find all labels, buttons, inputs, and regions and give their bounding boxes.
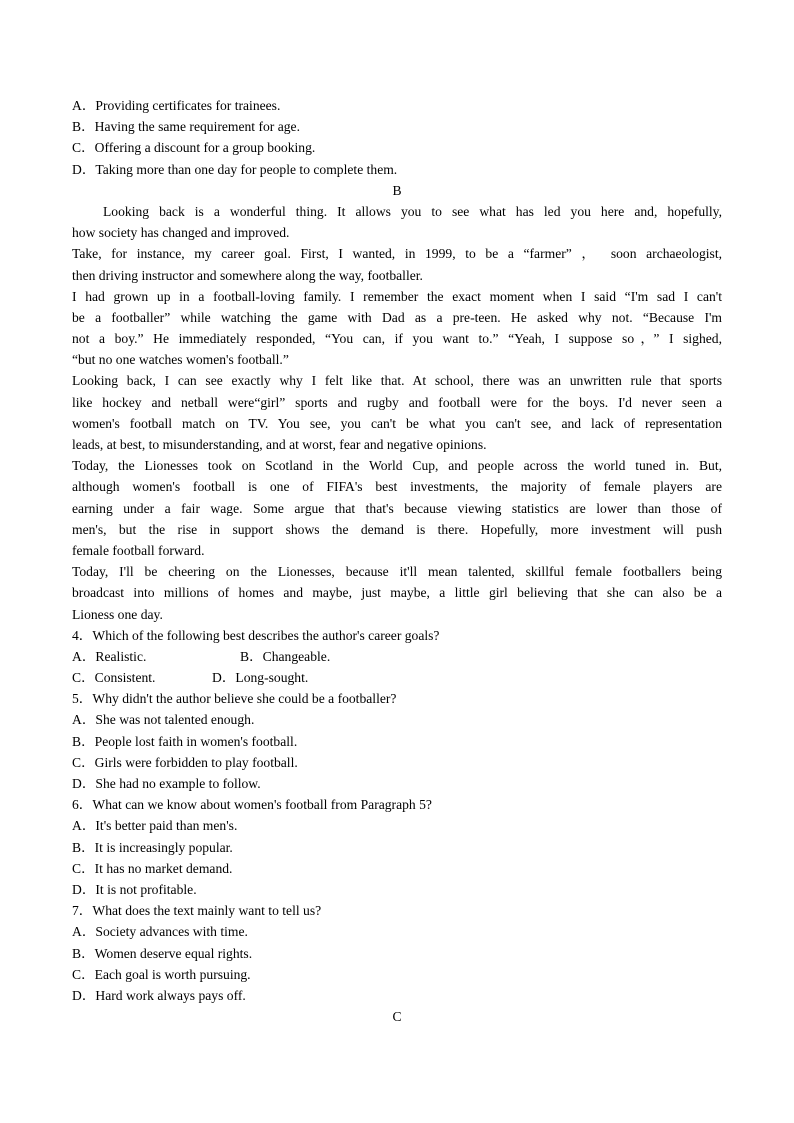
paragraph-line: “but no one watches women's football.” — [72, 352, 289, 368]
paragraph-2 — [72, 243, 722, 285]
passage-b — [72, 201, 722, 625]
paragraph-line: Take, for instance, my career goal. First, I wanted, in 1999, to be a “farmer” ， soon archaeologist, — [72, 246, 722, 262]
question-4 — [72, 625, 722, 689]
paragraph-5 — [72, 455, 722, 561]
paragraph-line: men's, but the rise in support shows the demand is there. Hopefully, more investment will push — [72, 521, 722, 537]
option-b: B．Women deserve equal rights. — [72, 945, 253, 961]
paragraph-line: women's football match on TV. You see, you can't be what you can't see, and lack of representation — [72, 415, 722, 431]
option-c: C．It has no market demand. — [72, 860, 233, 876]
question-5 — [72, 688, 722, 794]
option-a: A．Society advances with time. — [72, 924, 248, 940]
option-d: D．She had no example to follow. — [72, 776, 261, 791]
option-d: D．It is not profitable. — [72, 881, 197, 897]
q3-option-a: A．Providing certificates for trainees. — [72, 98, 281, 113]
option-a: A．She was not talented enough. — [72, 712, 255, 728]
option-c: C．Consistent. — [72, 670, 156, 686]
option-d: D．Hard work always pays off. — [72, 987, 246, 1003]
paragraph-line: leads, at best, to misunderstanding, and at worst, fear and negative opinions. — [72, 437, 487, 452]
option-d: D．Long-sought. — [212, 670, 309, 686]
question-7 — [72, 900, 722, 1006]
paragraph-line: I had grown up in a football-loving family. I remember the exact moment when I said “I'm sad I can't — [72, 288, 722, 304]
paragraph-line: Today, I'll be cheering on the Lionesses, because it'll mean talented, skillful female footballers being — [72, 564, 722, 580]
paragraph-1 — [72, 201, 722, 243]
option-c: C．Each goal is worth pursuing. — [72, 966, 251, 982]
paragraph-line: although women's football is one of FIFA's best investments, the majority of female players are — [72, 479, 722, 495]
paragraph-line: earning under a fair wage. Some argue that that's because viewing statistics are lower than those of — [72, 500, 722, 516]
q3-option-c: C．Offering a discount for a group booking. — [72, 140, 316, 156]
paragraph-line: not a boy.” He immediately responded, “You can, if you want to.” “Yeah, I suppose so，” I sighed, — [72, 331, 722, 347]
paragraph-line: then driving instructor and somewhere along the way, footballer. — [72, 267, 423, 283]
section-c-heading: C — [392, 1009, 402, 1025]
paragraph-6 — [72, 561, 722, 625]
paragraph-line: be a footballer” while watching the game with Dad as a pre-teen. He asked why not. “Because I'm — [72, 309, 722, 325]
option-c: C．Girls were forbidden to play football. — [72, 754, 298, 770]
q3-options — [72, 95, 722, 180]
paragraph-4 — [72, 370, 722, 455]
paragraph-line: like hockey and netball were“girl” sports and rugby and football were for the boys. I'd never seen a — [72, 394, 722, 410]
paragraph-line: Looking back, I can see exactly why I felt like that. At school, there was an unwritten rule that sports — [72, 373, 722, 389]
section-b-heading: B — [392, 182, 402, 198]
q3-option-b: B．Having the same requirement for age. — [72, 119, 300, 135]
option-a: A．It's better paid than men's. — [72, 818, 238, 834]
option-b: B．Changeable. — [240, 648, 331, 664]
option-a: A．Realistic. — [72, 648, 147, 664]
paragraph-line: Looking back is a wonderful thing. It allows you to see what has led you here and, hopefully, — [103, 203, 722, 219]
question-6 — [72, 794, 722, 900]
option-b: B．People lost faith in women's football. — [72, 733, 298, 749]
q3-option-d: D．Taking more than one day for people to complete them. — [72, 161, 398, 177]
option-row — [72, 667, 722, 688]
option-b: B．It is increasingly popular. — [72, 839, 233, 855]
question-stem: 5．Why didn't the author believe she could be a footballer? — [72, 691, 397, 707]
question-stem: 7．What does the text mainly want to tell us? — [72, 903, 322, 919]
paragraph-line: Lioness one day. — [72, 606, 163, 622]
paragraph-line: Today, the Lionesses took on Scotland in the World Cup, and people across the world tuned in. But, — [72, 458, 722, 474]
option-row — [72, 646, 722, 667]
paragraph-line: broadcast into millions of homes and maybe, just maybe, a little girl believing that she can also be a — [72, 585, 722, 601]
question-stem: 6．What can we know about women's football from Paragraph 5? — [72, 797, 432, 813]
exam-page — [72, 95, 722, 1027]
paragraph-3 — [72, 286, 722, 371]
paragraph-line: female football forward. — [72, 542, 205, 558]
paragraph-line: how society has changed and improved. — [72, 225, 290, 241]
question-stem: 4．Which of the following best describes the author's career goals? — [72, 627, 440, 643]
